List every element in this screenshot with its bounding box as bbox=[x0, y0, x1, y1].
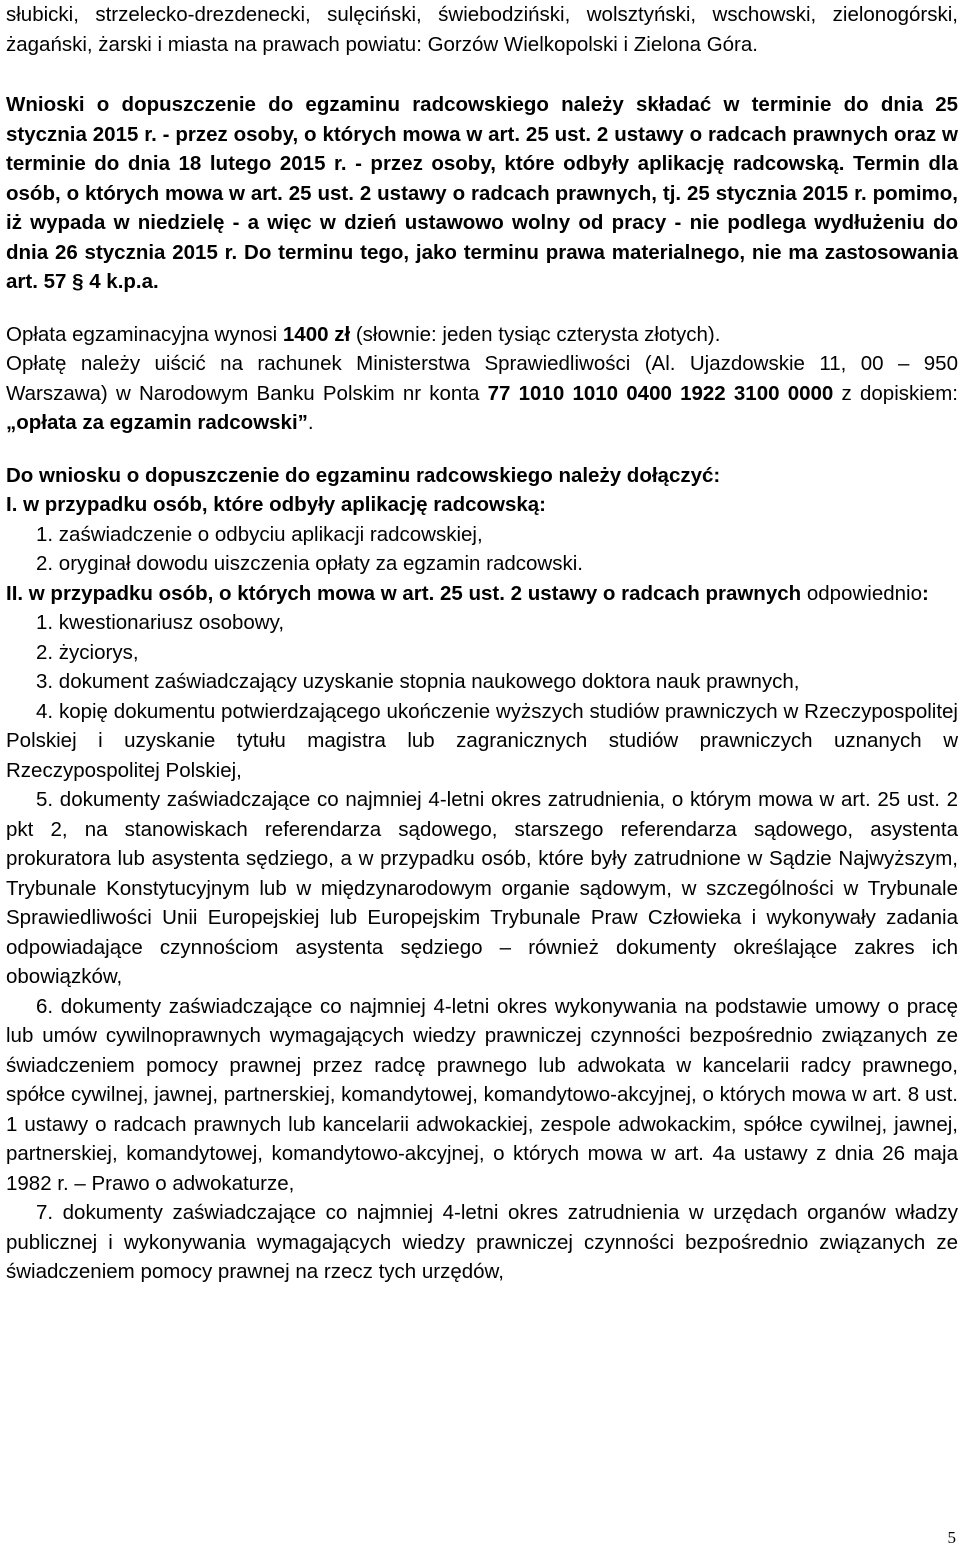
group2-item: 3. dokument zaświadczający uzyskanie stopnia naukowego doktora nauk prawnych, bbox=[36, 670, 800, 693]
group1-item: 2. oryginał dowodu uiszczenia opłaty za egzamin radcowski. bbox=[36, 552, 583, 575]
fee-amount: 1400 zł bbox=[282, 322, 351, 346]
group1-item: 1. zaświadczenie o odbyciu aplikacji radcowskiej, bbox=[36, 522, 483, 546]
deadlines-paragraph: Wnioski o dopuszczenie do egzaminu radcowskiego należy składać w terminie do dnia 25 stycznia 2015 r. - przez osoby, o których mowa w art. 25 ust. 2 ustawy o radcach prawnych oraz w terminie do dnia 18 lutego 2015 r. - przez osoby, które odbyły aplikację radcowską. Termin dla osób, o których mowa w art. 25 ust. 2 ustawy o radcach prawnych, tj. 25 stycznia 2015 r. pomimo, iż wypada w niedzielę - a więc w dzień ustawowo wolny od pracy - nie podlega wydłużeniu do dnia 26 stycznia 2015 r. Do terminu tego, jako terminu prawa materialnego, nie ma zastosowania art. 57 § 4 k.p.a. bbox=[6, 93, 958, 293]
group2-item: 1. kwestionariusz osobowy, bbox=[36, 611, 285, 634]
payment-note: „opłata za egzamin radcowski” bbox=[6, 411, 308, 434]
intro-paragraph: słubicki, strzelecko-drezdenecki, sulęciński, świebodziński, wolsztyński, wschowski, zielonogórski, żagański, żarski i miasta na prawach powiatu: Gorzów Wielkopolski i Zielona Góra. bbox=[6, 3, 958, 56]
fee-payment-paragraph bbox=[6, 349, 958, 438]
fee-amount-paragraph bbox=[6, 320, 958, 350]
group2-heading bbox=[6, 579, 958, 609]
group2-item: 4. kopię dokumentu potwierdzającego ukończenie wyższych studiów prawniczych w Rzeczypospolitej Polskiej i uzyskanie tytułu magistra lub zagranicznych studiów prawniczych uznanych w Rzeczypospolitej Polskiej, bbox=[6, 699, 958, 782]
group2-heading-colon: : bbox=[921, 581, 929, 605]
fee-text: Opłata egzaminacyjna wynosi bbox=[6, 322, 283, 346]
group2-item: 5. dokumenty zaświadczające co najmniej 4-letni okres zatrudnienia, o którym mowa w art. 25 ust. 2 pkt 2, na stanowiskach referendarza sądowego, starszego referendarza sądowego, asystenta prokuratora lub asystenta sędziego, a w przypadku osób, które były zatrudnione w Sądzie Najwyższym, Trybunale Konstytucyjnym lub w międzynarodowym organie sądowym, w szczególności w Trybunale Sprawiedliwości Unii Europejskiej lub Europejskim Trybunale Praw Człowieka i wykonywały zadania odpowiadające czynnościom asystenta sędziego – również dokumenty określające zakres ich obowiązków, bbox=[6, 788, 958, 988]
group2-item: 7. dokumenty zaświadczające co najmniej 4-letni okres zatrudnienia w urzędach organów władzy publicznej i wykonywania wymagających wiedzy prawniczej czynności bezpośrednio związanych ze świadczeniem pomocy prawnej na rzecz tych urzędów, bbox=[6, 1201, 958, 1283]
group2-item: 6. dokumenty zaświadczające co najmniej 4-letni okres wykonywania na podstawie umowy o pracę lub umów cywilnoprawnych wymagających wiedzy prawniczej czynności bezpośrednio związanych ze świadczeniem pomocy prawnej przez radcę prawnego lub adwokata w kancelarii radcy prawnego, spółce cywilnej, jawnej, partnerskiej, komandytowej, komandytowo-akcyjnej, o których mowa w art. 8 ust. 1 ustawy o radcach prawnych lub kancelarii adwokackiej, zespole adwokackim, spółce cywilnej, jawnej, partnerskiej, komandytowej, komandytowo-akcyjnej, o których mowa w art. 4a ustawy z dnia 26 maja 1982 r. – Prawo o adwokaturze, bbox=[6, 994, 958, 1195]
payment-end: . bbox=[307, 411, 314, 434]
group2-heading-suffix: odpowiednio bbox=[801, 581, 922, 605]
group2-heading-text: II. w przypadku osób, o których mowa w art. 25 ust. 2 ustawy o radcach prawnych bbox=[6, 581, 802, 605]
payment-note-label: z dopiskiem: bbox=[833, 381, 958, 405]
group1-heading: I. w przypadku osób, które odbyły aplikację radcowską: bbox=[6, 493, 546, 516]
group2-item: 2. życiorys, bbox=[36, 640, 139, 664]
fee-words: (słownie: jeden tysiąc czterysta złotych). bbox=[350, 322, 721, 346]
bank-account-number: 77 1010 1010 0400 1922 3100 0000 bbox=[487, 381, 834, 405]
document-page bbox=[6, 0, 958, 1287]
attachments-heading: Do wniosku o dopuszczenie do egzaminu radcowskiego należy dołączyć: bbox=[6, 463, 721, 487]
page-number: 5 bbox=[947, 1528, 956, 1547]
payment-text: Opłatę należy uiścić na rachunek Ministerstwa Sprawiedliwości (Al. Ujazdowskie 11, 00 – 950 Warszawa) w Narodowym Banku Polskim nr konta bbox=[6, 352, 958, 405]
